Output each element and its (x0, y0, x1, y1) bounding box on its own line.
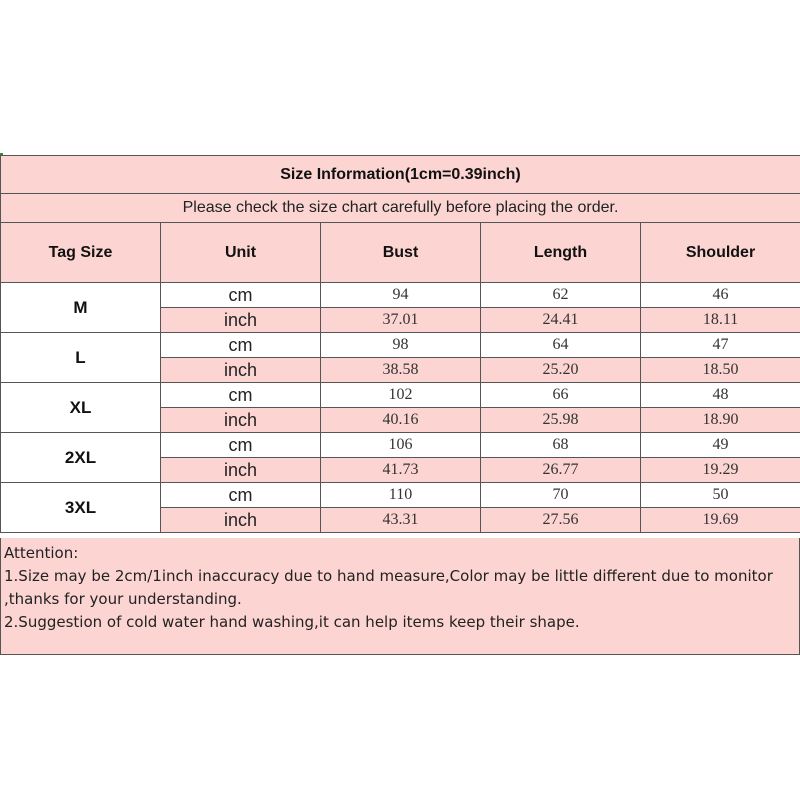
length-cell: 24.41 (481, 308, 641, 333)
header-bust: Bust (321, 223, 481, 283)
attention-line-1: 1.Size may be 2cm/1inch inaccuracy due to hand measure,Color may be little different due to monitor (4, 567, 773, 585)
chart-title: Size Information(1cm=0.39inch) (1, 156, 800, 194)
size-table (0, 155, 800, 533)
table-row (1, 333, 800, 358)
bust-cell: 94 (321, 283, 481, 308)
unit-cell: cm (161, 283, 321, 308)
length-cell: 68 (481, 433, 641, 458)
header-row (1, 223, 800, 283)
bust-cell: 43.31 (321, 508, 481, 533)
shoulder-cell: 19.69 (641, 508, 800, 533)
size-chart (0, 155, 800, 655)
length-cell: 25.20 (481, 358, 641, 383)
unit-cell: inch (161, 308, 321, 333)
shoulder-cell: 18.11 (641, 308, 800, 333)
tag-size-cell: M (1, 283, 161, 333)
attention-heading: Attention: (4, 544, 79, 562)
shoulder-cell: 18.50 (641, 358, 800, 383)
header-shoulder: Shoulder (641, 223, 800, 283)
bust-cell: 102 (321, 383, 481, 408)
shoulder-cell: 50 (641, 483, 800, 508)
bust-cell: 37.01 (321, 308, 481, 333)
unit-cell: cm (161, 483, 321, 508)
chart-note: Please check the size chart carefully before placing the order. (1, 194, 800, 223)
shoulder-cell: 18.90 (641, 408, 800, 433)
header-length: Length (481, 223, 641, 283)
unit-cell: cm (161, 433, 321, 458)
length-cell: 66 (481, 383, 641, 408)
table-row (1, 383, 800, 408)
unit-cell: inch (161, 508, 321, 533)
bust-cell: 41.73 (321, 458, 481, 483)
unit-cell: inch (161, 408, 321, 433)
bust-cell: 98 (321, 333, 481, 358)
length-cell: 70 (481, 483, 641, 508)
unit-cell: inch (161, 458, 321, 483)
shoulder-cell: 49 (641, 433, 800, 458)
length-cell: 62 (481, 283, 641, 308)
length-cell: 25.98 (481, 408, 641, 433)
tag-size-cell: L (1, 333, 161, 383)
bust-cell: 106 (321, 433, 481, 458)
shoulder-cell: 47 (641, 333, 800, 358)
tag-size-cell: 2XL (1, 433, 161, 483)
tag-size-cell: 3XL (1, 483, 161, 533)
tag-size-cell: XL (1, 383, 161, 433)
unit-cell: inch (161, 358, 321, 383)
unit-cell: cm (161, 383, 321, 408)
attention-box (0, 538, 800, 655)
length-cell: 26.77 (481, 458, 641, 483)
table-row (1, 433, 800, 458)
bust-cell: 38.58 (321, 358, 481, 383)
bust-cell: 40.16 (321, 408, 481, 433)
header-unit: Unit (161, 223, 321, 283)
length-cell: 64 (481, 333, 641, 358)
unit-cell: cm (161, 333, 321, 358)
shoulder-cell: 19.29 (641, 458, 800, 483)
table-row (1, 483, 800, 508)
header-tag-size: Tag Size (1, 223, 161, 283)
attention-line-2: ,thanks for your understanding. (4, 590, 242, 608)
length-cell: 27.56 (481, 508, 641, 533)
shoulder-cell: 46 (641, 283, 800, 308)
bust-cell: 110 (321, 483, 481, 508)
table-row (1, 283, 800, 308)
shoulder-cell: 48 (641, 383, 800, 408)
attention-line-3: 2.Suggestion of cold water hand washing,it can help items keep their shape. (4, 613, 580, 631)
